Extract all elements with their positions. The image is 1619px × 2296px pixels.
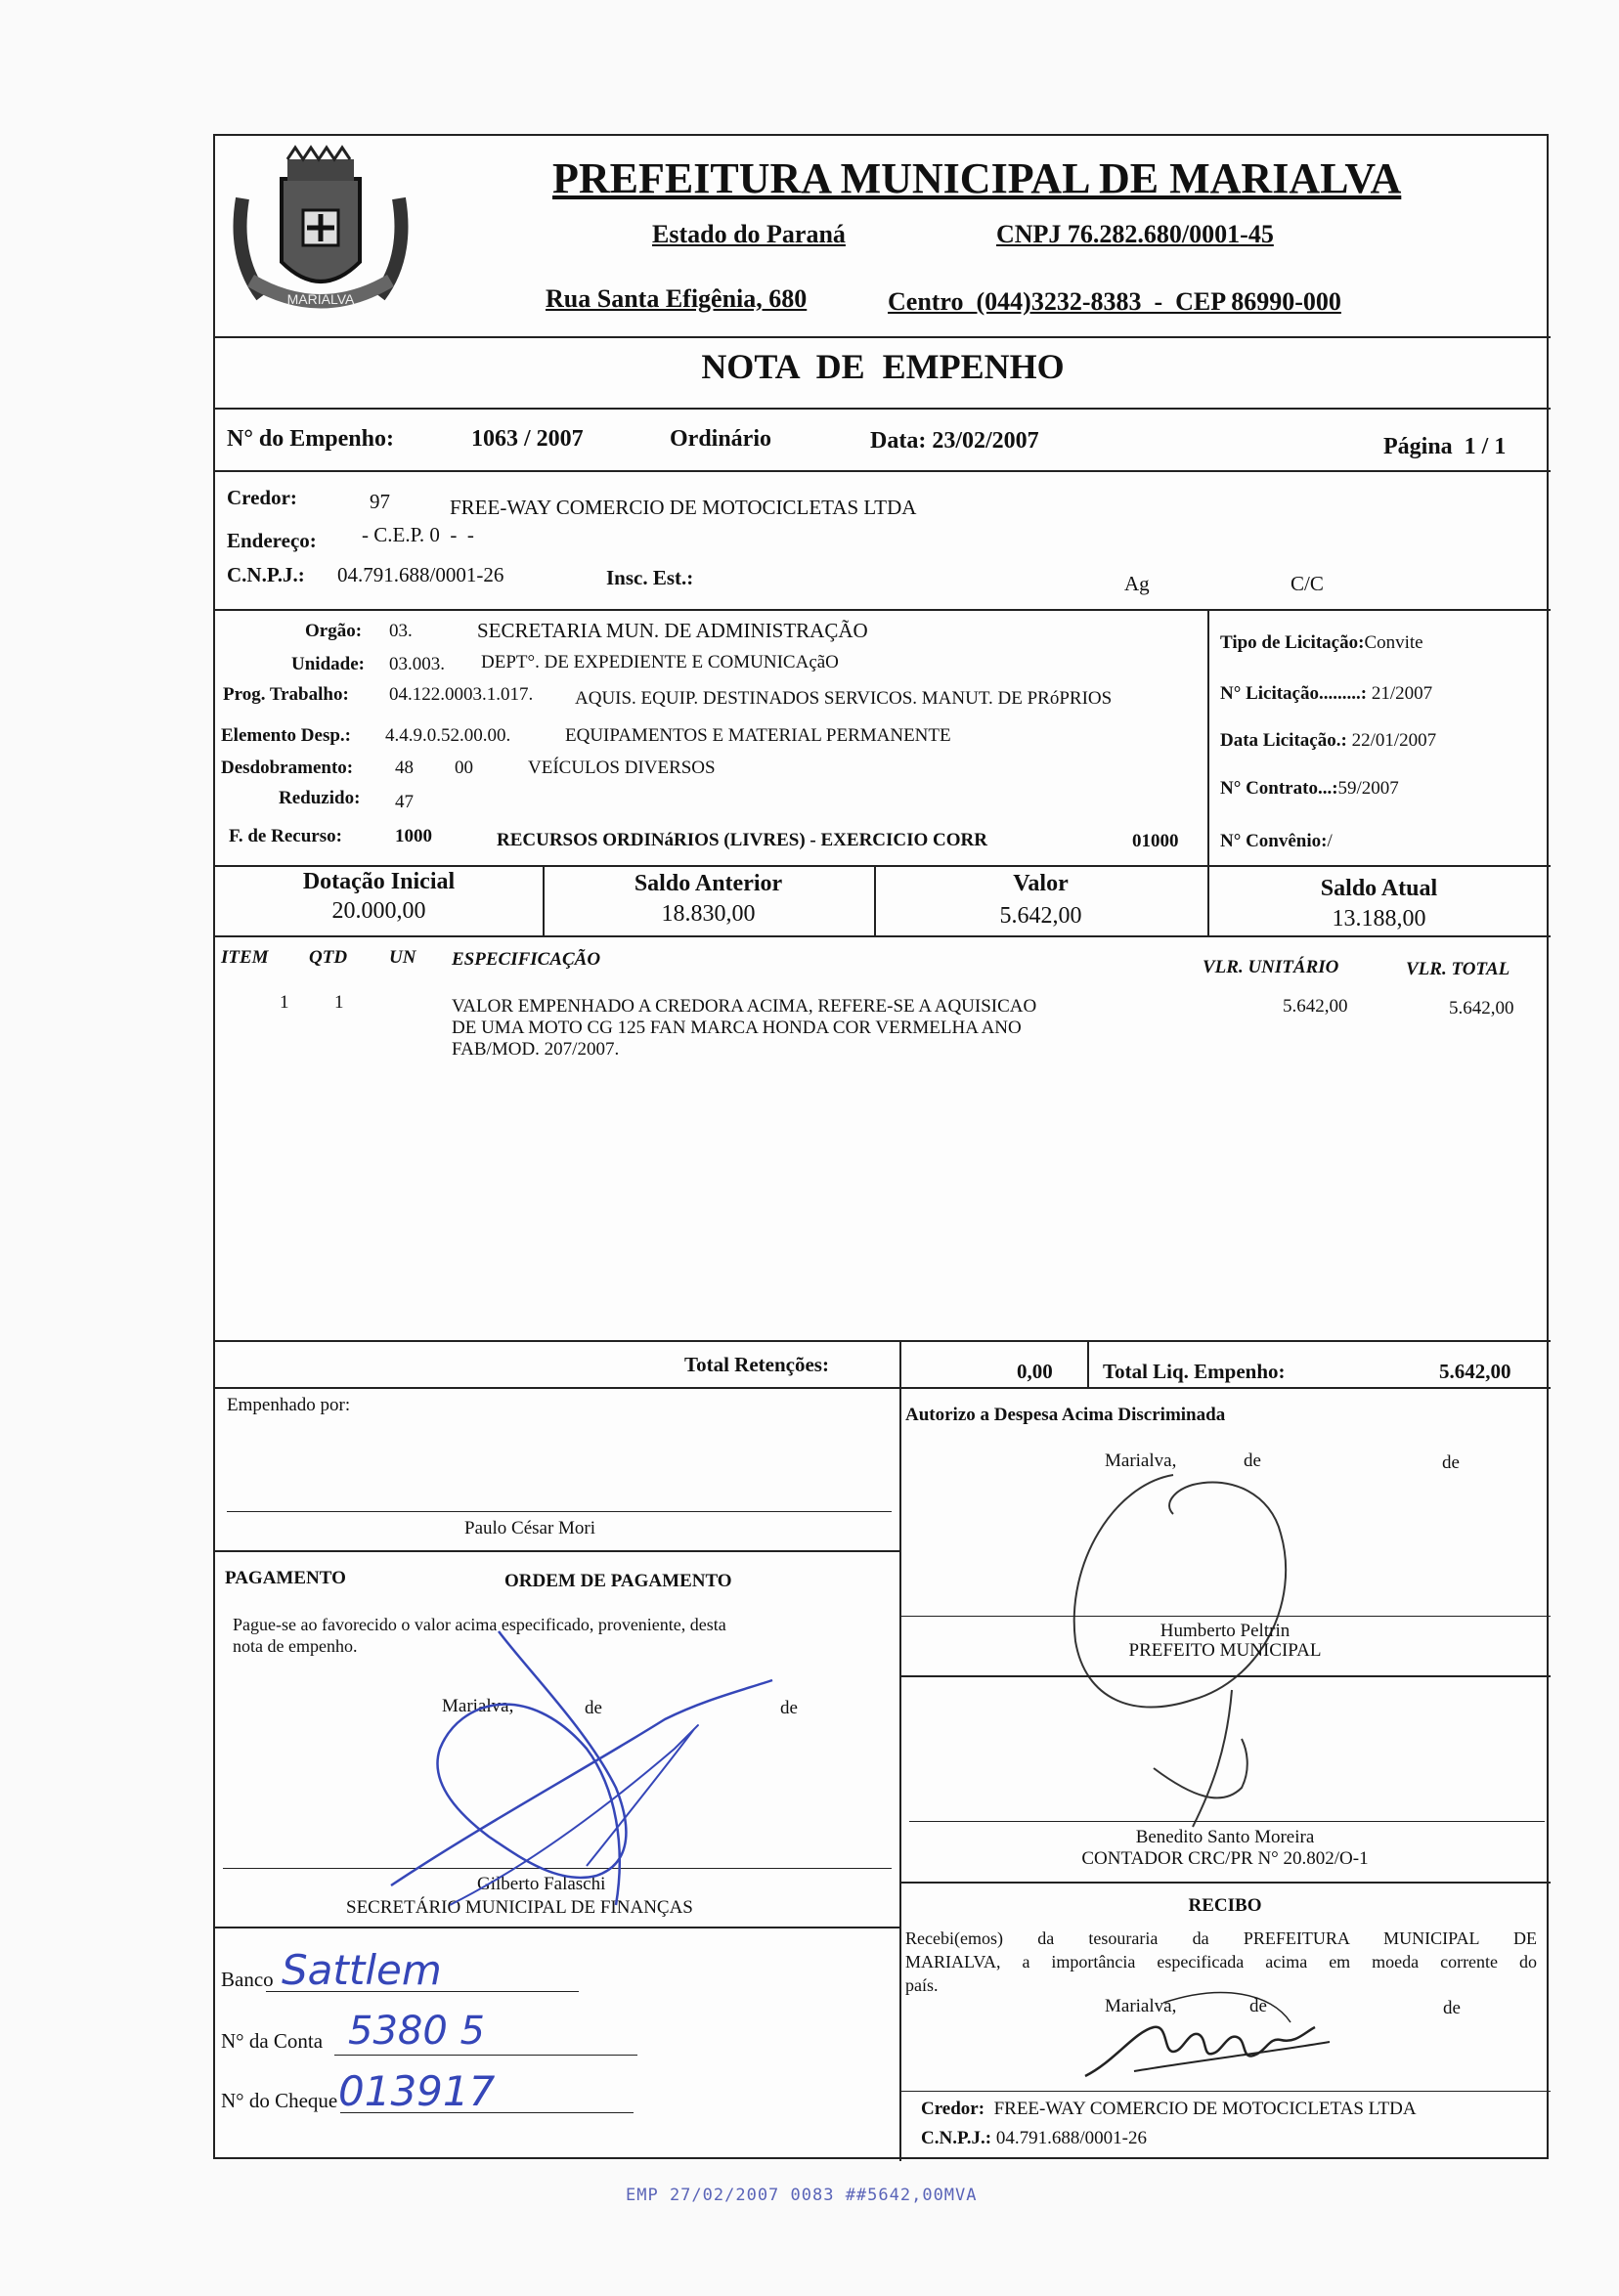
address-label: Endereço: — [227, 529, 317, 552]
contador-signature-block — [899, 1827, 1551, 1870]
credor-name: FREE-WAY COMERCIO DE MOTOCICLETAS LTDA — [450, 496, 917, 519]
valor-label: Valor — [1013, 871, 1069, 896]
row-qtd: 1 — [334, 992, 344, 1013]
recibo-text: Recebi(emos) da tesouraria da PREFEITURA MUNICIPAL DE MARIALVA, a importância especificada acima em moeda corrente do país. — [905, 1928, 1537, 1995]
contact-info: Centro (044)3232-8383 - CEP 86990-000 — [888, 287, 1341, 316]
recurso-code-2: 01000 — [1132, 831, 1179, 851]
conta-handwritten: 5380 5 — [348, 2009, 485, 2054]
reduzido-value: 47 — [395, 792, 414, 812]
recibo-credor: Credor: FREE-WAY COMERCIO DE MOTOCICLETAS LTDA — [921, 2099, 1417, 2119]
autorizo-place: Marialva, — [1105, 1451, 1177, 1471]
cnpj-label: C.N.P.J.: — [227, 563, 305, 586]
banco-handwritten: Sattlem — [282, 1946, 442, 1994]
contador-name: Benedito Santo Moreira — [1135, 1827, 1315, 1847]
municipal-crest-icon — [223, 140, 418, 335]
pagamento-text: Pague-se ao favorecido o valor acima especificado, proveniente, desta nota de empenho. — [233, 1615, 726, 1656]
pagamento-label: PAGAMENTO — [225, 1568, 346, 1588]
unidade-name: DEPT°. DE EXPEDIENTE E COMUNICAçãO — [481, 652, 839, 672]
licitacao-numero: N° Licitação.........: 21/2007 — [1220, 683, 1433, 704]
empenhado-label: Empenhado por: — [227, 1395, 351, 1415]
orgao-name: SECRETARIA MUN. DE ADMINISTRAÇÃO — [477, 619, 868, 642]
conta-label: N° da Conta — [221, 2029, 324, 2053]
especificacao-header: ESPECIFICAÇÃO — [452, 949, 601, 970]
retencoes-value: 0,00 — [1017, 1360, 1053, 1383]
cheque-handwritten: 013917 — [338, 2067, 496, 2115]
autorizo-de-1: de — [1244, 1451, 1261, 1471]
prefeito-name: Humberto Peltrin — [1160, 1621, 1291, 1641]
unidade-code: 03.003. — [389, 654, 445, 674]
desdobramento-sub: 00 — [455, 758, 473, 778]
recurso-code: 1000 — [395, 826, 432, 846]
contador-role: CONTADOR CRC/PR N° 20.802/O-1 — [1081, 1848, 1369, 1869]
recurso-name: RECURSOS ORDINáRIOS (LIVRES) - EXERCICIO CORR — [497, 830, 987, 850]
orgao-code: 03. — [389, 621, 413, 641]
dotacao-label: Dotação Inicial — [302, 869, 456, 894]
row-description: VALOR EMPENHADO A CREDORA ACIMA, REFERE-SE A AQUISICAO DE UMA MOTO CG 125 FAN MARCA HONDA COR VERMELHA ANO FAB/MOD. 207/2007. — [452, 996, 1037, 1060]
recibo-cnpj: C.N.P.J.: 04.791.688/0001-26 — [921, 2128, 1147, 2148]
prefeito-signature-block — [899, 1622, 1551, 1661]
processing-stamp: EMP 27/02/2007 0083 ##5642,00MVA — [626, 2186, 978, 2205]
prog-trabalho-code: 04.122.0003.1.017. — [389, 684, 534, 705]
autorizo-label: Autorizo a Despesa Acima Discriminada — [905, 1405, 1226, 1425]
prefeito-role: PREFEITO MUNICIPAL — [1128, 1640, 1322, 1661]
desdobramento-code: 48 — [395, 758, 414, 778]
prog-trabalho-label: Prog. Trabalho: — [223, 684, 349, 705]
nota-empenho-form — [213, 134, 1549, 2159]
prog-trabalho-name: AQUIS. EQUIP. DESTINADOS SERVICOS. MANUT. DE PRóPRIOS — [575, 688, 1113, 709]
un-header: UN — [389, 947, 416, 968]
orgao-label: Orgão: — [305, 621, 363, 641]
convenio-numero: N° Convênio:/ — [1220, 831, 1333, 851]
secretario-name: Gilberto Falaschi — [477, 1874, 606, 1894]
municipality-title: PREFEITURA MUNICIPAL DE MARIALVA — [552, 154, 1402, 202]
insc-est-label: Insc. Est.: — [606, 566, 694, 589]
table-row — [215, 992, 1551, 1090]
item-header: ITEM — [221, 947, 269, 968]
credor-signature-icon — [1075, 1983, 1369, 2091]
ordem-pagamento-label: ORDEM DE PAGAMENTO — [504, 1571, 732, 1591]
licitacao-data: Data Licitação.: 22/01/2007 — [1220, 730, 1437, 751]
credor-code: 97 — [370, 490, 390, 513]
pagamento-place: Marialva, — [442, 1696, 514, 1716]
pagamento-de-1: de — [585, 1698, 602, 1718]
saldo-anterior-label: Saldo Anterior — [634, 871, 783, 896]
unit-value-header: VLR. UNITÁRIO — [1203, 957, 1339, 977]
reduzido-label: Reduzido: — [279, 788, 361, 808]
credor-label: Credor: — [227, 486, 297, 509]
empenho-number: 1063 / 2007 — [471, 426, 584, 452]
empenho-number-label: N° do Empenho: — [227, 426, 394, 452]
street-address: Rua Santa Efigênia, 680 — [546, 284, 808, 313]
state-name: Estado do Paraná — [652, 220, 846, 248]
municipality-cnpj: CNPJ 76.282.680/0001-45 — [996, 220, 1274, 248]
desdobramento-name: VEÍCULOS DIVERSOS — [528, 758, 716, 778]
banco-label: Banco — [221, 1968, 274, 1991]
document-title: NOTA DE EMPENHO — [701, 347, 1065, 386]
valor-value: 5.642,00 — [999, 903, 1082, 929]
row-unit-value: 5.642,00 — [1283, 996, 1348, 1017]
elemento-label: Elemento Desp.: — [221, 725, 351, 746]
autorizo-de-2: de — [1442, 1452, 1460, 1473]
total-value-header: VLR. TOTAL — [1406, 959, 1510, 979]
account-label: C/C — [1291, 572, 1324, 595]
recurso-label: F. de Recurso: — [229, 826, 342, 846]
secretario-signature-icon — [332, 1612, 899, 1934]
empenho-type: Ordinário — [670, 426, 772, 452]
recibo-de-1: de — [1249, 1996, 1267, 2016]
retencoes-label: Total Retenções: — [684, 1353, 829, 1376]
page-number: Página 1 / 1 — [1383, 434, 1507, 459]
empenho-date: Data: 23/02/2007 — [870, 428, 1039, 454]
desdobramento-label: Desdobramento: — [221, 758, 354, 778]
recibo-de-2: de — [1443, 1998, 1461, 2018]
saldo-atual-label: Saldo Atual — [1320, 876, 1438, 901]
liquido-value: 5.642,00 — [1439, 1360, 1511, 1383]
liquido-label: Total Liq. Empenho: — [1103, 1360, 1286, 1383]
saldo-atual-value: 13.188,00 — [1332, 906, 1426, 931]
dotacao-value: 20.000,00 — [331, 898, 426, 924]
agency-label: Ag — [1124, 572, 1150, 595]
unidade-label: Unidade: — [291, 654, 365, 674]
pagamento-de-2: de — [780, 1698, 798, 1718]
svg-text:MARIALVA: MARIALVA — [286, 291, 355, 307]
credor-cnpj: 04.791.688/0001-26 — [337, 563, 504, 586]
contrato-numero: N° Contrato...:59/2007 — [1220, 778, 1399, 799]
elemento-name: EQUIPAMENTOS E MATERIAL PERMANENTE — [565, 725, 951, 746]
row-total-value: 5.642,00 — [1449, 998, 1514, 1018]
elemento-code: 4.4.9.0.52.00.00. — [385, 725, 511, 746]
licitacao-tipo: Tipo de Licitação:Convite — [1220, 632, 1423, 653]
prefeito-signature-icon — [1056, 1455, 1369, 1876]
address-value: - C.E.P. 0 - - — [362, 523, 474, 546]
saldo-anterior-value: 18.830,00 — [661, 901, 756, 927]
empenhado-signer: Paulo César Mori — [464, 1518, 596, 1538]
secretario-role: SECRETÁRIO MUNICIPAL DE FINANÇAS — [346, 1897, 693, 1918]
recibo-place: Marialva, — [1105, 1996, 1177, 2016]
qtd-header: QTD — [309, 947, 348, 968]
cheque-label: N° do Cheque — [221, 2089, 338, 2112]
row-item: 1 — [280, 992, 289, 1013]
recibo-title: RECIBO — [1188, 1895, 1262, 1916]
